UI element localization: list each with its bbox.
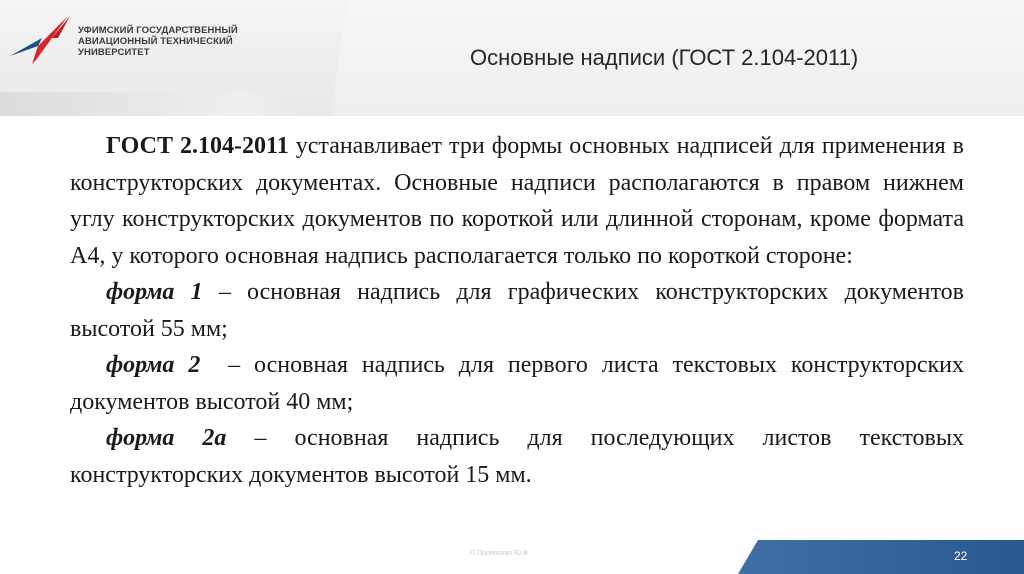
- form-description: – основная надпись для графических конструкторских документов высотой 55 мм;: [70, 279, 964, 342]
- university-name-line: УНИВЕРСИТЕТ: [78, 47, 150, 58]
- footer-band: [738, 540, 1024, 574]
- page-number: 22: [954, 549, 968, 563]
- form-item: [70, 274, 964, 347]
- intro-paragraph: [70, 128, 964, 274]
- form-name: форма 2а: [106, 425, 227, 451]
- form-item: [70, 347, 970, 420]
- university-name-line: АВИАЦИОННЫЙ ТЕХНИЧЕСКИЙ: [78, 36, 233, 47]
- intro-text: устанавливает три формы основных надписей для применения в конструкторских документах. Основные надписи располагаются в правом нижнем углу конструкторских документов по короткой или длинной сторонам, кроме формата А4, у которого основная надпись располагается только по короткой стороне:: [70, 133, 965, 269]
- slide-title: Основные надписи (ГОСТ 2.104-2011): [470, 45, 859, 70]
- university-name: [78, 25, 278, 58]
- university-logo-icon: [8, 12, 78, 66]
- form-item: [70, 420, 964, 493]
- slide-content: [70, 128, 970, 493]
- form-name: форма 2: [106, 352, 201, 378]
- form-description: – основная надпись для последующих листов текстовых конструкторских документов высотой 15 мм.: [70, 425, 964, 488]
- gost-reference: ГОСТ 2.104-2011: [106, 133, 289, 159]
- university-name-line: УФИМСКИЙ ГОСУДАРСТВЕННЫЙ: [78, 25, 238, 36]
- header-stripe: [0, 92, 300, 116]
- footer-copyright: © Полянская Ю.В.: [470, 550, 530, 557]
- form-name: форма 1: [106, 279, 203, 305]
- form-description: – основная надпись для первого листа текстовых конструкторских документов высотой 40 мм;: [70, 352, 970, 415]
